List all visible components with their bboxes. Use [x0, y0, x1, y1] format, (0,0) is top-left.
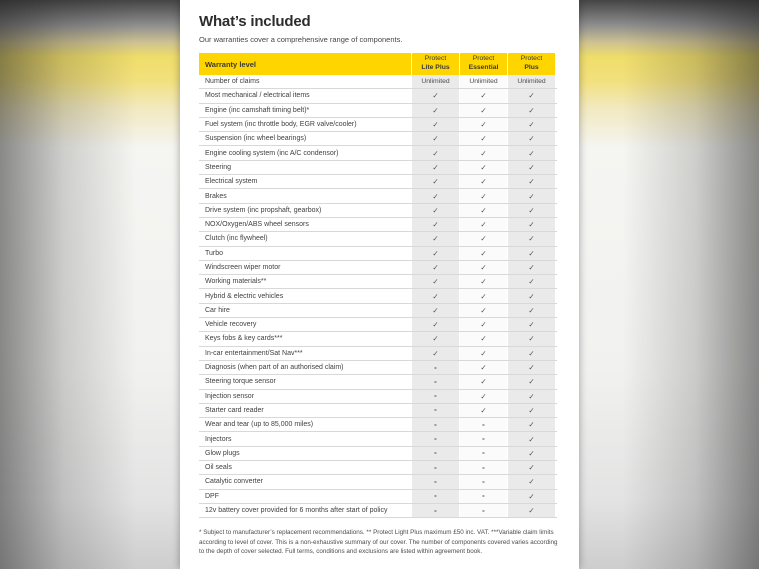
- check-icon: ✓: [507, 118, 555, 131]
- table-row: [199, 490, 557, 504]
- check-icon: ✓: [411, 218, 459, 231]
- dash-icon: -: [411, 432, 459, 445]
- table-row: [199, 318, 557, 332]
- row-label: Suspension (inc wheel bearings): [205, 135, 307, 143]
- check-icon: ✓: [411, 332, 459, 345]
- dash-icon: -: [411, 375, 459, 388]
- table-row: [199, 75, 557, 89]
- check-icon: ✓: [411, 89, 459, 102]
- row-label: Steering: [205, 163, 232, 171]
- check-icon: ✓: [507, 418, 555, 431]
- check-icon: ✓: [459, 161, 507, 174]
- check-icon: ✓: [507, 404, 555, 417]
- row-label: Turbo: [205, 249, 224, 257]
- row-label: Engine (inc camshaft timing belt)*: [205, 106, 310, 114]
- row-label: Diagnosis (when part of an authorised claim): [205, 364, 344, 372]
- background-vignette: [0, 0, 182, 569]
- check-icon: ✓: [507, 304, 555, 317]
- check-icon: ✓: [507, 132, 555, 145]
- check-icon: ✓: [507, 146, 555, 159]
- warranty-comparison-table: [199, 53, 557, 518]
- table-row: [199, 418, 557, 432]
- table-row: [199, 447, 557, 461]
- table-row: [199, 461, 557, 475]
- check-icon: ✓: [411, 175, 459, 188]
- check-icon: ✓: [459, 175, 507, 188]
- cell-text: Unlimited: [411, 75, 459, 88]
- row-label: 12v battery cover provided for 6 months after start of policy: [205, 507, 388, 515]
- dash-icon: -: [411, 475, 459, 488]
- row-label: Injection sensor: [205, 392, 255, 400]
- dash-icon: -: [459, 447, 507, 460]
- check-icon: ✓: [459, 289, 507, 302]
- check-icon: ✓: [459, 232, 507, 245]
- check-icon: ✓: [411, 247, 459, 260]
- check-icon: ✓: [459, 118, 507, 131]
- table-row: [199, 432, 557, 446]
- check-icon: ✓: [411, 161, 459, 174]
- check-icon: ✓: [507, 332, 555, 345]
- table-row: [199, 189, 557, 203]
- check-icon: ✓: [459, 375, 507, 388]
- row-label: Most mechanical / electrical items: [205, 92, 310, 100]
- table-row: [199, 261, 557, 275]
- dash-icon: -: [459, 432, 507, 445]
- check-icon: ✓: [507, 461, 555, 474]
- dash-icon: -: [411, 504, 459, 517]
- check-icon: ✓: [411, 261, 459, 274]
- check-icon: ✓: [411, 347, 459, 360]
- check-icon: ✓: [459, 146, 507, 159]
- check-icon: ✓: [507, 89, 555, 102]
- check-icon: ✓: [459, 361, 507, 374]
- check-icon: ✓: [507, 318, 555, 331]
- background-right: [577, 0, 759, 569]
- check-icon: ✓: [507, 375, 555, 388]
- row-label: Starter card reader: [205, 406, 264, 414]
- cell-text: Unlimited: [459, 75, 507, 88]
- row-label: Drive system (inc propshaft, gearbox): [205, 206, 322, 214]
- check-icon: ✓: [507, 261, 555, 274]
- page-subtitle: Our warranties cover a comprehensive range of components.: [199, 35, 403, 44]
- check-icon: ✓: [459, 404, 507, 417]
- check-icon: ✓: [411, 118, 459, 131]
- table-row: [199, 218, 557, 232]
- check-icon: ✓: [411, 104, 459, 117]
- row-label: Keys fobs & key cards***: [205, 335, 283, 343]
- row-label: Working materials**: [205, 278, 267, 286]
- table-row: [199, 375, 557, 389]
- row-label: Fuel system (inc throttle body, EGR valve/cooler): [205, 121, 357, 129]
- page-title: What’s included: [199, 13, 311, 30]
- row-label: In-car entertainment/Sat Nav***: [205, 349, 303, 357]
- footnote-text: * Subject to manufacturer’s replacement recommendations. ** Protect Light Plus maximum £50 inc. VAT. ***Variable claim limits according to level of cover. This is a non-exhaustive summary of our cover. The number of components covered varies according to the depth of cover selected. Full terms, conditions and exclusions are listed within agreement book.: [199, 529, 558, 556]
- table-header-row: [199, 53, 557, 75]
- row-label: Number of claims: [205, 78, 260, 86]
- dash-icon: -: [411, 404, 459, 417]
- check-icon: ✓: [411, 232, 459, 245]
- table-row: [199, 132, 557, 146]
- row-label: Vehicle recovery: [205, 321, 257, 329]
- check-icon: ✓: [459, 304, 507, 317]
- table-row: [199, 289, 557, 303]
- row-label: Injectors: [205, 435, 232, 443]
- check-icon: ✓: [459, 261, 507, 274]
- row-label: Glow plugs: [205, 449, 240, 457]
- column-header-line2: Lite Plus: [421, 64, 450, 71]
- check-icon: ✓: [507, 275, 555, 288]
- check-icon: ✓: [459, 247, 507, 260]
- table-row: [199, 204, 557, 218]
- column-header-protect-lite-plus: [411, 53, 459, 75]
- table-row: [199, 275, 557, 289]
- row-label: Wear and tear (up to 85,000 miles): [205, 421, 314, 429]
- check-icon: ✓: [459, 218, 507, 231]
- dash-icon: -: [411, 490, 459, 503]
- warranty-level-header: Warranty level: [199, 53, 411, 75]
- check-icon: ✓: [459, 89, 507, 102]
- check-icon: ✓: [459, 132, 507, 145]
- check-icon: ✓: [459, 347, 507, 360]
- check-icon: ✓: [459, 104, 507, 117]
- row-label: DPF: [205, 492, 219, 500]
- row-label: Clutch (inc flywheel): [205, 235, 268, 243]
- table-row: [199, 304, 557, 318]
- row-label: Hybrid & electric vehicles: [205, 292, 284, 300]
- check-icon: ✓: [507, 432, 555, 445]
- check-icon: ✓: [507, 475, 555, 488]
- check-icon: ✓: [507, 104, 555, 117]
- table-row: [199, 161, 557, 175]
- row-label: Windscreen wiper motor: [205, 264, 281, 271]
- row-label: Brakes: [205, 192, 227, 200]
- check-icon: ✓: [411, 275, 459, 288]
- check-icon: ✓: [507, 361, 555, 374]
- table-row: [199, 104, 557, 118]
- check-icon: ✓: [411, 189, 459, 202]
- check-icon: ✓: [411, 318, 459, 331]
- check-icon: ✓: [507, 347, 555, 360]
- row-label: NOX/Oxygen/ABS wheel sensors: [205, 221, 309, 229]
- check-icon: ✓: [411, 132, 459, 145]
- table-row: [199, 390, 557, 404]
- background-vignette: [577, 0, 759, 569]
- check-icon: ✓: [507, 390, 555, 403]
- check-icon: ✓: [411, 289, 459, 302]
- check-icon: ✓: [459, 390, 507, 403]
- table-row: [199, 404, 557, 418]
- table-row: [199, 89, 557, 103]
- check-icon: ✓: [507, 289, 555, 302]
- check-icon: ✓: [459, 332, 507, 345]
- check-icon: ✓: [507, 189, 555, 202]
- content-card: [180, 0, 579, 569]
- check-icon: ✓: [459, 189, 507, 202]
- check-icon: ✓: [411, 146, 459, 159]
- background-left: [0, 0, 182, 569]
- dash-icon: -: [459, 475, 507, 488]
- cell-text: Unlimited: [507, 75, 555, 88]
- dash-icon: -: [411, 361, 459, 374]
- check-icon: ✓: [507, 447, 555, 460]
- dash-icon: -: [411, 418, 459, 431]
- dash-icon: -: [459, 461, 507, 474]
- row-label: Catalytic converter: [205, 478, 263, 486]
- check-icon: ✓: [459, 318, 507, 331]
- table-body: [199, 75, 557, 518]
- check-icon: ✓: [507, 504, 555, 517]
- table-row: [199, 475, 557, 489]
- check-icon: ✓: [507, 204, 555, 217]
- check-icon: ✓: [459, 204, 507, 217]
- dash-icon: -: [411, 390, 459, 403]
- table-row: [199, 332, 557, 346]
- dash-icon: -: [459, 490, 507, 503]
- check-icon: ✓: [507, 490, 555, 503]
- column-header-line1: Protect: [520, 55, 543, 63]
- row-label: Engine cooling system (inc A/C condensor): [205, 149, 339, 157]
- row-label: Electrical system: [205, 178, 258, 186]
- table-row: [199, 361, 557, 375]
- check-icon: ✓: [507, 247, 555, 260]
- row-label: Oil seals: [205, 464, 232, 472]
- check-icon: ✓: [411, 204, 459, 217]
- check-icon: ✓: [459, 275, 507, 288]
- check-icon: ✓: [507, 218, 555, 231]
- dash-icon: -: [459, 504, 507, 517]
- dash-icon: -: [459, 418, 507, 431]
- column-header-line2: Plus: [524, 64, 539, 71]
- column-header-line2: Essential: [468, 64, 499, 71]
- table-row: [199, 232, 557, 246]
- table-row: [199, 146, 557, 160]
- table-row: [199, 175, 557, 189]
- check-icon: ✓: [507, 175, 555, 188]
- check-icon: ✓: [411, 304, 459, 317]
- check-icon: ✓: [507, 161, 555, 174]
- table-row: [199, 118, 557, 132]
- dash-icon: -: [411, 461, 459, 474]
- column-header-protect-plus: [507, 53, 555, 75]
- row-label: Car hire: [205, 306, 230, 314]
- table-row: [199, 504, 557, 518]
- check-icon: ✓: [507, 232, 555, 245]
- table-row: [199, 247, 557, 261]
- row-label: Steering torque sensor: [205, 378, 276, 386]
- dash-icon: -: [411, 447, 459, 460]
- column-header-line1: Protect: [472, 55, 495, 63]
- column-header-protect-essential: [459, 53, 507, 75]
- table-row: [199, 347, 557, 361]
- column-header-line1: Protect: [424, 55, 447, 63]
